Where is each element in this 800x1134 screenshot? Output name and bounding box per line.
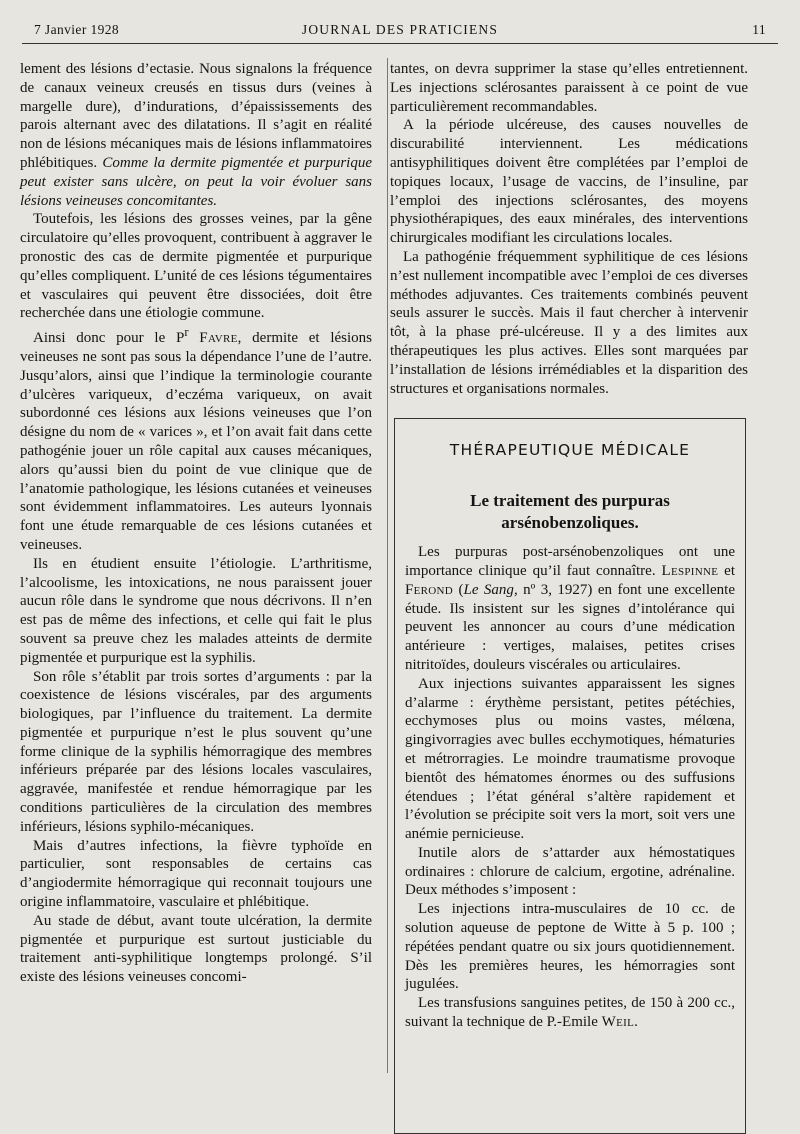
section-title: THÉRAPEUTIQUE MÉDICALE [449, 441, 691, 460]
right-column [390, 60, 748, 1134]
page-header [22, 20, 778, 40]
paragraph: Mais d’autres infections, la fièvre typhoïde en particulier, sont responsables de certains cas d’angiodermite hémorragique qui reconnait toujours une origine inflammatoire, vasculaire et phlébitique. [20, 837, 372, 911]
author-name: Favre [199, 330, 238, 347]
article-title: Le traitement des purpuras arsénobenzoliques. [470, 491, 670, 533]
therapeutics-box [394, 418, 746, 1134]
issue-date: 7 Janvier 1928 [34, 22, 120, 37]
paragraph: Aux injections suivantes apparaissent les signes d’alarme : érythème persistant, petites pétéchies, ecchymoses plus ou moins vastes, mélœna, gingivorragies avec bulles ecchymotiques, hématuries et métrorragies. Le moindre traumatisme provoque bientôt des hématomes énormes ou des suffusions étendues ; l’état général s’altère rapidement et l’évolution se précipite soit vers la mort, soit vers une anémie pernicieuse. [405, 675, 735, 843]
paragraph: Les transfusions sanguines petites, de 150 à 200 cc., suivant la technique de P.-Emile Weil. [405, 995, 735, 1031]
journal-title: JOURNAL DES PRATICIENS [301, 22, 499, 37]
journal-citation: Le Sang [463, 581, 514, 598]
left-column [20, 60, 372, 987]
paragraph: Les injections intra-musculaires de 10 cc. de solution aqueuse de peptone de Witte à 5 p. 100 ; répétées pendant quatre ou six jours quotidiennement. Dès les premières heures, les hémorragies sont jugulées. [405, 901, 735, 993]
paragraph: tantes, on devra supprimer la stase qu’elles entretiennent. Les injections sclérosantes paraissent à ce point de vue particulièrement recommandables. [390, 61, 748, 115]
column-divider [387, 58, 388, 1073]
paragraph: Son rôle s’établit par trois sortes d’arguments : par la coexistence de lésions viscérales, par des arguments biologiques, par l’influence du traitement. La dermite pigmentée et purpurique n’est le plus souvent qu’une forme clinique de la syphilis hémorragique des membres inférieurs préparée par des lésions locales vasculaires, aggravée, manifestée et rendue hémorragique par les conditions particulières de la circulation des membres inférieurs, lésions syphilo-mécaniques. [20, 668, 372, 835]
page-number: 11 [752, 22, 766, 37]
paragraph: Au stade de début, avant toute ulcération, la dermite pigmentée et purpurique est surtout justiciable du traitement anti-syphilitique longtemps prolongé. S’il existe des lésions veineuses concomi- [20, 912, 372, 986]
paragraph: La pathogénie fréquemment syphilitique de ces lésions n’est nullement incompatible avec l’emploi de ces diverses méthodes adjuvantes. Ces traitements combinés peuvent seuls assurer le succès. Mais il faut chercher à intervenir tôt, à la phase pré-ulcéreuse. Il y a des limites aux thérapeutiques les plus actives. Elles sont marquées par l’installation de lésions irrémédiables et la disparition des structures et organisations normales. [390, 248, 748, 397]
author-name: Lespinne [661, 562, 719, 579]
paragraph: Les purpuras post-arsénobenzoliques ont une importance clinique qu’il faut connaître. Lespinne et Ferond (Le Sang, nº 3, 1927) en font une excellente étude. Ils insistent sur les signes d’intolérance qui peuvent les annoncer au cours d’une médication antérieure : vertiges, malaises, petites crises nitritoïdes, douleurs viscérales ou articulaires. [405, 544, 736, 673]
author-name: Ferond [405, 581, 454, 598]
italic-emphasis: Comme la dermite pigmentée et purpurique peut exister sans ulcère, on peut la voir évoluer sans lésions veineuses concomitantes. [20, 154, 373, 209]
paragraph: Ils en étudient ensuite l’étiologie. L’arthritisme, l’alcoolisme, les intoxications, ne nous paraissent jouer aucun rôle dans le syndrome que nous décrivons. Il n’en est pas de même des infections, et celle qui fait le plus souvent sa preuve chez les malades atteints de dermite pigmentée et purpurique est la syphilis. [20, 555, 372, 666]
paragraph: lement des lésions d’ectasie. Nous signalons la fréquence de canaux veineux creusés en tissus durs (veines à margelle dure), d’indurations, d’épaississements des parois alternant avec des dilatations. Il s’agit en réalité non de lésions mécaniques mais de lésions inflammatoires phlébitiques. Comme la dermite pigmentée et purpurique peut exister sans ulcère, on peut la voir évoluer sans lésions veineuses concomitantes. [20, 61, 373, 209]
paragraph: Inutile alors de s’attarder aux hémostatiques ordinaires : chlorure de calcium, ergotine, adrénaline. Deux méthodes s’imposent : [405, 844, 735, 899]
paragraph: Toutefois, les lésions des grosses veines, par la gêne circulatoire qu’elles provoquent, contribuent à aggraver le pronostic des cas de dermite pigmentée et purpurique qu’elles compliquent. L’unité de ces lésions tégumentaires et vasculaires qui peuvent être dissociées, doit être recherchée dans une étiologie commune. [20, 211, 372, 322]
paragraph: Ainsi donc pour le $P^r$ Favre, dermite et lésions veineuses ne sont pas sous la dépendance l’une de l’autre. Jusqu’alors, ainsi que l’indique la terminologie courante d’ulcères variqueux, d’eczéma variqueux, on avait subordonné ces lésions aux lésions veineuses que l’on désigne du nom de « varices », et l’on avait fait dans cette pathogénie jouer un rôle capital aux causes mécaniques, alors qu’aussi bien du point de vue clinique que de l’anatomie pathologique, les lésions cutanées et veineuses sont évidemment inflammatoires. Les auteurs lyonnais font une étude remarquable de ces lésions cutanées et veineuses. [20, 325, 373, 553]
paragraph: A la période ulcéreuse, des causes nouvelles de discurabilité interviennent. Les médications antisyphilitiques doivent être complétées par l’emploi de topiques locaux, l’usage de vaccins, de l’insuline, par l’emploi des injections sclérosantes, des moyens physiothérapiques, des eaux minérales, des interventions chirurgicales modifiant les circulations locales. [390, 117, 748, 247]
author-name: Weil [601, 1014, 635, 1031]
header-rule [22, 43, 778, 44]
